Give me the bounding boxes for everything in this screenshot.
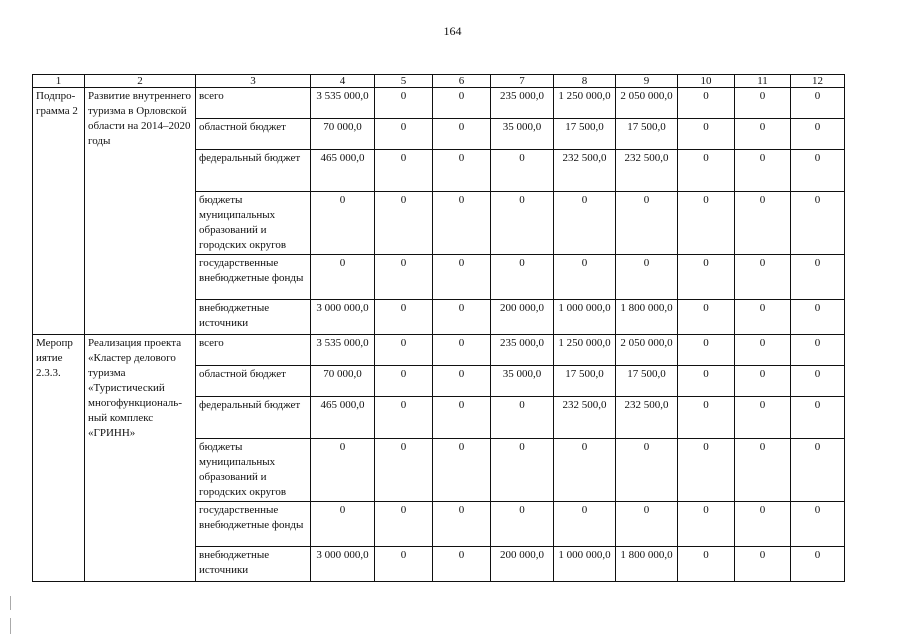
- amount-cell: 0: [791, 119, 845, 150]
- amount-cell: 0: [678, 119, 735, 150]
- program-code-cell: Меропр иятие 2.3.3.: [33, 335, 85, 582]
- amount-cell: 0: [678, 88, 735, 119]
- amount-cell: 232 500,0: [554, 397, 616, 439]
- amount-cell: 0: [554, 439, 616, 502]
- amount-cell: 0: [311, 439, 375, 502]
- amount-cell: 0: [375, 88, 433, 119]
- amount-cell: 232 500,0: [616, 397, 678, 439]
- amount-cell: 0: [678, 502, 735, 547]
- amount-cell: 0: [491, 192, 554, 255]
- amount-cell: 0: [375, 300, 433, 335]
- amount-cell: 0: [791, 88, 845, 119]
- amount-cell: 1 800 000,0: [616, 300, 678, 335]
- funding-source-cell: всего: [196, 88, 311, 119]
- amount-cell: 35 000,0: [491, 119, 554, 150]
- amount-cell: 0: [735, 502, 791, 547]
- amount-cell: 0: [791, 439, 845, 502]
- amount-cell: 0: [678, 255, 735, 300]
- amount-cell: 0: [791, 366, 845, 397]
- amount-cell: 0: [616, 502, 678, 547]
- amount-cell: 17 500,0: [554, 119, 616, 150]
- column-header-row: [33, 75, 845, 88]
- amount-cell: 0: [791, 255, 845, 300]
- amount-cell: 0: [735, 335, 791, 366]
- funding-source-cell: областной бюджет: [196, 366, 311, 397]
- amount-cell: 2 050 000,0: [616, 335, 678, 366]
- amount-cell: 0: [491, 397, 554, 439]
- column-header: 5: [375, 75, 433, 88]
- amount-cell: 0: [735, 88, 791, 119]
- amount-cell: 0: [735, 547, 791, 582]
- amount-cell: 0: [375, 502, 433, 547]
- amount-cell: 0: [375, 150, 433, 192]
- amount-cell: 0: [433, 366, 491, 397]
- amount-cell: 1 250 000,0: [554, 88, 616, 119]
- funding-source-cell: всего: [196, 335, 311, 366]
- amount-cell: 0: [554, 192, 616, 255]
- amount-cell: 0: [433, 547, 491, 582]
- amount-cell: 0: [375, 335, 433, 366]
- column-header: 9: [616, 75, 678, 88]
- amount-cell: 0: [375, 119, 433, 150]
- amount-cell: 17 500,0: [616, 119, 678, 150]
- column-header: 4: [311, 75, 375, 88]
- scan-edge-mark: [10, 596, 11, 610]
- amount-cell: 0: [791, 335, 845, 366]
- column-header: 7: [491, 75, 554, 88]
- amount-cell: 0: [433, 150, 491, 192]
- amount-cell: 235 000,0: [491, 335, 554, 366]
- amount-cell: 0: [678, 335, 735, 366]
- funding-source-cell: бюджеты муниципальных образований и городских округов: [196, 439, 311, 502]
- amount-cell: 0: [616, 255, 678, 300]
- amount-cell: 0: [375, 397, 433, 439]
- column-header: 2: [85, 75, 196, 88]
- amount-cell: 0: [678, 439, 735, 502]
- amount-cell: 0: [735, 192, 791, 255]
- amount-cell: 0: [735, 439, 791, 502]
- amount-cell: 0: [791, 192, 845, 255]
- table-row: [33, 88, 845, 119]
- amount-cell: 0: [735, 300, 791, 335]
- amount-cell: 0: [678, 192, 735, 255]
- amount-cell: 0: [735, 397, 791, 439]
- funding-source-cell: федеральный бюджет: [196, 397, 311, 439]
- amount-cell: 1 800 000,0: [616, 547, 678, 582]
- amount-cell: 0: [735, 255, 791, 300]
- amount-cell: 17 500,0: [616, 366, 678, 397]
- column-header: 12: [791, 75, 845, 88]
- amount-cell: 2 050 000,0: [616, 88, 678, 119]
- amount-cell: 0: [433, 255, 491, 300]
- amount-cell: 0: [433, 397, 491, 439]
- amount-cell: 232 500,0: [554, 150, 616, 192]
- amount-cell: 0: [678, 366, 735, 397]
- amount-cell: 0: [375, 255, 433, 300]
- amount-cell: 0: [554, 255, 616, 300]
- funding-source-cell: внебюджетные источники: [196, 547, 311, 582]
- amount-cell: 0: [791, 397, 845, 439]
- column-header: 3: [196, 75, 311, 88]
- amount-cell: 3 535 000,0: [311, 88, 375, 119]
- amount-cell: 0: [616, 439, 678, 502]
- amount-cell: 3 535 000,0: [311, 335, 375, 366]
- amount-cell: 0: [491, 255, 554, 300]
- table-body: [33, 75, 845, 582]
- amount-cell: 35 000,0: [491, 366, 554, 397]
- amount-cell: 0: [375, 192, 433, 255]
- amount-cell: 70 000,0: [311, 366, 375, 397]
- funding-source-cell: областной бюджет: [196, 119, 311, 150]
- amount-cell: 0: [433, 192, 491, 255]
- amount-cell: 0: [616, 192, 678, 255]
- amount-cell: 0: [311, 192, 375, 255]
- amount-cell: 0: [678, 547, 735, 582]
- amount-cell: 0: [791, 502, 845, 547]
- amount-cell: 465 000,0: [311, 397, 375, 439]
- program-title-cell: Развитие внутреннего туризма в Орловской области на 2014–2020 годы: [85, 88, 196, 335]
- amount-cell: 0: [735, 366, 791, 397]
- amount-cell: 0: [678, 300, 735, 335]
- amount-cell: 0: [791, 300, 845, 335]
- page-number: 164: [443, 24, 462, 38]
- funding-source-cell: государственные внебюджетные фонды: [196, 255, 311, 300]
- amount-cell: 0: [735, 119, 791, 150]
- amount-cell: 0: [375, 547, 433, 582]
- table-row: [33, 335, 845, 366]
- amount-cell: 0: [678, 397, 735, 439]
- amount-cell: 0: [491, 439, 554, 502]
- amount-cell: 0: [433, 502, 491, 547]
- amount-cell: 1 000 000,0: [554, 547, 616, 582]
- amount-cell: 17 500,0: [554, 366, 616, 397]
- amount-cell: 0: [678, 150, 735, 192]
- funding-source-cell: федеральный бюджет: [196, 150, 311, 192]
- amount-cell: 0: [554, 502, 616, 547]
- amount-cell: 200 000,0: [491, 547, 554, 582]
- amount-cell: 0: [375, 439, 433, 502]
- amount-cell: 235 000,0: [491, 88, 554, 119]
- amount-cell: 3 000 000,0: [311, 547, 375, 582]
- program-code-cell: Подпро-грамма 2: [33, 88, 85, 335]
- amount-cell: 0: [311, 502, 375, 547]
- amount-cell: 1 000 000,0: [554, 300, 616, 335]
- amount-cell: 0: [791, 150, 845, 192]
- amount-cell: 0: [433, 119, 491, 150]
- amount-cell: 0: [311, 255, 375, 300]
- column-header: 6: [433, 75, 491, 88]
- program-title-cell: Реализация проекта «Кластер делового туризма «Туристический многофункциональ-ный комплекс «ГРИНН»: [85, 335, 196, 582]
- funding-source-cell: государственные внебюджетные фонды: [196, 502, 311, 547]
- amount-cell: 70 000,0: [311, 119, 375, 150]
- amount-cell: 0: [491, 150, 554, 192]
- amount-cell: 232 500,0: [616, 150, 678, 192]
- amount-cell: 0: [433, 88, 491, 119]
- amount-cell: 0: [791, 547, 845, 582]
- scan-edge-mark: [10, 618, 11, 634]
- amount-cell: 0: [491, 502, 554, 547]
- column-header: 8: [554, 75, 616, 88]
- funding-source-cell: внебюджетные источники: [196, 300, 311, 335]
- funding-source-cell: бюджеты муниципальных образований и городских округов: [196, 192, 311, 255]
- column-header: 11: [735, 75, 791, 88]
- amount-cell: 0: [735, 150, 791, 192]
- amount-cell: 465 000,0: [311, 150, 375, 192]
- amount-cell: 0: [433, 439, 491, 502]
- amount-cell: 1 250 000,0: [554, 335, 616, 366]
- column-header: 10: [678, 75, 735, 88]
- amount-cell: 0: [433, 335, 491, 366]
- column-header: 1: [33, 75, 85, 88]
- amount-cell: 0: [433, 300, 491, 335]
- amount-cell: 3 000 000,0: [311, 300, 375, 335]
- amount-cell: 0: [375, 366, 433, 397]
- budget-table: [32, 74, 845, 582]
- amount-cell: 200 000,0: [491, 300, 554, 335]
